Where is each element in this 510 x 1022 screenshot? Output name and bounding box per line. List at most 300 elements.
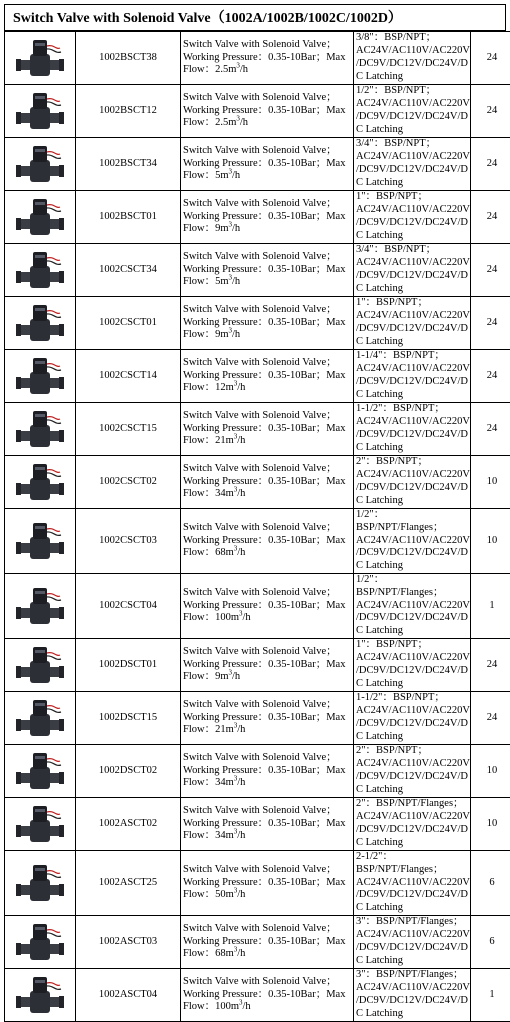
flow-line [183, 889, 353, 902]
spec-cell [354, 244, 471, 297]
spec-line: C Latching [356, 124, 470, 137]
spec-cell [354, 691, 471, 744]
description-cell [181, 850, 354, 915]
flow-unit: m [231, 1001, 239, 1012]
table-row [5, 297, 510, 350]
spec-line: 3/4"：BSP/NPT； [356, 244, 470, 257]
flow-line [183, 64, 353, 77]
spec-cell [354, 138, 471, 191]
spec-line: 3/8"：BSP/NPT； [356, 32, 470, 45]
solenoid-valve-icon [16, 861, 64, 905]
flow-prefix: Flow： [183, 777, 215, 788]
model-cell: 1002CSCT04 [76, 573, 181, 638]
flow-unit-post: /h [232, 170, 240, 181]
description-line1: Switch Valve with Solenoid Valve； [183, 522, 353, 535]
model-cell: 1002CSCT03 [76, 509, 181, 574]
description-cell [181, 638, 354, 691]
spec-line: 1/2"：BSP/NPT/Flanges； [356, 574, 470, 600]
flow-value: 9 [215, 223, 220, 234]
flow-unit-post: /h [243, 1001, 251, 1012]
description-line2: Working Pressure：0.35-10Bar；Max [183, 818, 353, 831]
flow-value: 34 [215, 777, 226, 788]
quantity-cell: 10 [471, 509, 510, 574]
product-image-cell [5, 797, 76, 850]
description-line2: Working Pressure：0.35-10Bar；Max [183, 535, 353, 548]
description-line1: Switch Valve with Solenoid Valve； [183, 92, 353, 105]
table-row [5, 968, 510, 1021]
description-line2: Working Pressure：0.35-10Bar；Max [183, 659, 353, 672]
spec-line: C Latching [356, 731, 470, 744]
spec-line: C Latching [356, 784, 470, 797]
solenoid-valve-icon [16, 195, 64, 239]
spec-line: AC24V/AC110V/AC220V [356, 929, 470, 942]
quantity-cell: 10 [471, 744, 510, 797]
solenoid-valve-icon [16, 142, 64, 186]
flow-line [183, 488, 353, 501]
spec-line: C Latching [356, 230, 470, 243]
quantity-cell: 6 [471, 915, 510, 968]
model-cell: 1002BSCT12 [76, 85, 181, 138]
spec-line: /DC9V/DC12V/DC24V/D [356, 889, 470, 902]
flow-prefix: Flow： [183, 488, 215, 499]
spec-line: /DC9V/DC12V/DC24V/D [356, 995, 470, 1008]
flow-prefix: Flow： [183, 435, 215, 446]
flow-line [183, 612, 353, 625]
flow-value: 2.5 [215, 117, 228, 128]
flow-line [183, 777, 353, 790]
flow-line [183, 276, 353, 289]
quantity-cell: 6 [471, 850, 510, 915]
flow-value: 21 [215, 724, 226, 735]
spec-line: 3"：BSP/NPT/Flanges； [356, 969, 470, 982]
model-cell: 1002DSCT01 [76, 638, 181, 691]
flow-unit-post: /h [237, 488, 245, 499]
description-line1: Switch Valve with Solenoid Valve； [183, 805, 353, 818]
product-image-cell [5, 456, 76, 509]
flow-unit: m [231, 612, 239, 623]
description-line2: Working Pressure：0.35-10Bar；Max [183, 370, 353, 383]
quantity-cell: 10 [471, 456, 510, 509]
spec-line: /DC9V/DC12V/DC24V/D [356, 718, 470, 731]
description-line2: Working Pressure：0.35-10Bar；Max [183, 211, 353, 224]
flow-unit: m [226, 777, 234, 788]
flow-unit-sup: 3 [234, 545, 238, 553]
product-image-cell [5, 915, 76, 968]
table-row [5, 191, 510, 244]
solenoid-valve-icon [16, 354, 64, 398]
spec-cell [354, 191, 471, 244]
spec-line: BSP/NPT/Flanges； [356, 864, 470, 877]
flow-unit-post: /h [237, 724, 245, 735]
model-cell: 1002ASCT25 [76, 850, 181, 915]
spec-line: AC24V/AC110V/AC220V [356, 811, 470, 824]
description-line1: Switch Valve with Solenoid Valve； [183, 251, 353, 264]
product-image-cell [5, 244, 76, 297]
description-line1: Switch Valve with Solenoid Valve； [183, 145, 353, 158]
spec-line: 1"：BSP/NPT； [356, 639, 470, 652]
flow-unit: m [226, 488, 234, 499]
description-line1: Switch Valve with Solenoid Valve； [183, 587, 353, 600]
table-row [5, 850, 510, 915]
flow-value: 34 [215, 488, 226, 499]
product-image-cell [5, 744, 76, 797]
spec-line: AC24V/AC110V/AC220V [356, 535, 470, 548]
page-title: Switch Valve with Solenoid Valve（1002A/1002B/1002C/1002D） [4, 4, 506, 31]
description-cell [181, 573, 354, 638]
flow-unit-post: /h [232, 671, 240, 682]
table-row [5, 403, 510, 456]
flow-prefix: Flow： [183, 170, 215, 181]
spec-line: /DC9V/DC12V/DC24V/D [356, 482, 470, 495]
spec-line: C Latching [356, 336, 470, 349]
product-image-cell [5, 968, 76, 1021]
description-line2: Working Pressure：0.35-10Bar；Max [183, 936, 353, 949]
description-cell [181, 509, 354, 574]
flow-line [183, 117, 353, 130]
description-line1: Switch Valve with Solenoid Valve； [183, 357, 353, 370]
product-image-cell [5, 32, 76, 85]
flow-unit-sup: 3 [234, 380, 238, 388]
flow-value: 50 [215, 889, 226, 900]
description-line1: Switch Valve with Solenoid Valve； [183, 699, 353, 712]
flow-prefix: Flow： [183, 117, 215, 128]
flow-value: 34 [215, 830, 226, 841]
flow-unit-post: /h [232, 223, 240, 234]
flow-unit-post: /h [243, 612, 251, 623]
spec-line: 1-1/2"：BSP/NPT； [356, 692, 470, 705]
spec-line: /DC9V/DC12V/DC24V/D [356, 429, 470, 442]
spec-line: AC24V/AC110V/AC220V [356, 45, 470, 58]
spec-line: C Latching [356, 1008, 470, 1021]
flow-unit-sup: 3 [229, 274, 233, 282]
spec-line: 1/2"：BSP/NPT/Flanges； [356, 509, 470, 535]
spec-line: /DC9V/DC12V/DC24V/D [356, 270, 470, 283]
flow-unit-post: /h [237, 382, 245, 393]
spec-cell [354, 915, 471, 968]
spec-cell [354, 573, 471, 638]
solenoid-valve-icon [16, 973, 64, 1017]
flow-unit-sup: 3 [234, 775, 238, 783]
solenoid-valve-icon [16, 407, 64, 451]
flow-value: 68 [215, 547, 226, 558]
flow-unit: m [226, 724, 234, 735]
spec-line: AC24V/AC110V/AC220V [356, 363, 470, 376]
model-cell: 1002DSCT02 [76, 744, 181, 797]
table-row [5, 509, 510, 574]
flow-unit: m [226, 889, 234, 900]
product-sheet [4, 4, 506, 1022]
spec-line: AC24V/AC110V/AC220V [356, 469, 470, 482]
flow-value: 68 [215, 948, 226, 959]
spec-line: 1/2"：BSP/NPT； [356, 85, 470, 98]
flow-prefix: Flow： [183, 64, 215, 75]
model-cell: 1002CSCT14 [76, 350, 181, 403]
table-row [5, 350, 510, 403]
model-cell: 1002CSCT02 [76, 456, 181, 509]
spec-line: /DC9V/DC12V/DC24V/D [356, 164, 470, 177]
solenoid-valve-icon [16, 643, 64, 687]
product-image-cell [5, 850, 76, 915]
description-cell [181, 297, 354, 350]
description-line1: Switch Valve with Solenoid Valve； [183, 463, 353, 476]
description-line1: Switch Valve with Solenoid Valve； [183, 976, 353, 989]
product-table [4, 31, 510, 1022]
flow-unit: m [220, 329, 228, 340]
description-line1: Switch Valve with Solenoid Valve； [183, 752, 353, 765]
spec-line: AC24V/AC110V/AC220V [356, 98, 470, 111]
flow-prefix: Flow： [183, 671, 215, 682]
flow-unit-sup: 3 [229, 221, 233, 229]
spec-line: C Latching [356, 71, 470, 84]
flow-unit: m [226, 435, 234, 446]
product-image-cell [5, 350, 76, 403]
table-row [5, 244, 510, 297]
spec-line: AC24V/AC110V/AC220V [356, 705, 470, 718]
description-line2: Working Pressure：0.35-10Bar；Max [183, 264, 353, 277]
model-cell: 1002CSCT15 [76, 403, 181, 456]
solenoid-valve-icon [16, 584, 64, 628]
description-cell [181, 350, 354, 403]
model-cell: 1002DSCT15 [76, 691, 181, 744]
model-cell: 1002BSCT01 [76, 191, 181, 244]
flow-value: 2.5 [215, 64, 228, 75]
spec-line: 3"：BSP/NPT/Flanges； [356, 916, 470, 929]
spec-line: 1-1/4"：BSP/NPT； [356, 350, 470, 363]
product-image-cell [5, 691, 76, 744]
flow-prefix: Flow： [183, 830, 215, 841]
flow-unit-sup: 3 [234, 722, 238, 730]
description-line1: Switch Valve with Solenoid Valve； [183, 304, 353, 317]
description-line1: Switch Valve with Solenoid Valve； [183, 39, 353, 52]
solenoid-valve-icon [16, 749, 64, 793]
solenoid-valve-icon [16, 802, 64, 846]
quantity-cell: 24 [471, 403, 510, 456]
spec-line: /DC9V/DC12V/DC24V/D [356, 612, 470, 625]
quantity-cell: 24 [471, 138, 510, 191]
description-line1: Switch Valve with Solenoid Valve； [183, 864, 353, 877]
spec-cell [354, 850, 471, 915]
spec-line: AC24V/AC110V/AC220V [356, 204, 470, 217]
flow-unit-post: /h [240, 117, 248, 128]
spec-line: AC24V/AC110V/AC220V [356, 600, 470, 613]
table-row [5, 32, 510, 85]
model-cell: 1002CSCT01 [76, 297, 181, 350]
description-line1: Switch Valve with Solenoid Valve； [183, 198, 353, 211]
description-line1: Switch Valve with Solenoid Valve； [183, 646, 353, 659]
table-row [5, 138, 510, 191]
flow-prefix: Flow： [183, 223, 215, 234]
description-line2: Working Pressure：0.35-10Bar；Max [183, 877, 353, 890]
product-image-cell [5, 509, 76, 574]
description-line2: Working Pressure：0.35-10Bar；Max [183, 423, 353, 436]
spec-line: C Latching [356, 955, 470, 968]
flow-unit-post: /h [237, 830, 245, 841]
flow-unit-sup: 3 [234, 433, 238, 441]
flow-line [183, 223, 353, 236]
flow-value: 100 [215, 1001, 231, 1012]
flow-value: 5 [215, 276, 220, 287]
description-cell [181, 138, 354, 191]
flow-prefix: Flow： [183, 276, 215, 287]
flow-prefix: Flow： [183, 612, 215, 623]
flow-prefix: Flow： [183, 724, 215, 735]
flow-unit: m [220, 170, 228, 181]
flow-line [183, 948, 353, 961]
product-image-cell [5, 191, 76, 244]
spec-line: C Latching [356, 283, 470, 296]
description-line1: Switch Valve with Solenoid Valve； [183, 410, 353, 423]
description-line1: Switch Valve with Solenoid Valve； [183, 923, 353, 936]
flow-prefix: Flow： [183, 547, 215, 558]
model-cell: 1002BSCT38 [76, 32, 181, 85]
flow-unit: m [228, 64, 236, 75]
flow-prefix: Flow： [183, 948, 215, 959]
model-cell: 1002ASCT03 [76, 915, 181, 968]
flow-unit-sup: 3 [234, 486, 238, 494]
flow-unit: m [226, 547, 234, 558]
flow-prefix: Flow： [183, 382, 215, 393]
solenoid-valve-icon [16, 920, 64, 964]
flow-unit-post: /h [240, 64, 248, 75]
flow-line [183, 170, 353, 183]
product-image-cell [5, 638, 76, 691]
flow-line [183, 1001, 353, 1014]
flow-prefix: Flow： [183, 329, 215, 340]
product-image-cell [5, 297, 76, 350]
flow-unit-sup: 3 [229, 327, 233, 335]
spec-line: /DC9V/DC12V/DC24V/D [356, 824, 470, 837]
table-row [5, 638, 510, 691]
solenoid-valve-icon [16, 460, 64, 504]
spec-cell [354, 456, 471, 509]
spec-line: C Latching [356, 837, 470, 850]
spec-line: AC24V/AC110V/AC220V [356, 877, 470, 890]
flow-unit: m [220, 671, 228, 682]
flow-unit-sup: 3 [236, 62, 240, 70]
table-row [5, 691, 510, 744]
flow-value: 21 [215, 435, 226, 446]
table-row [5, 573, 510, 638]
spec-line: C Latching [356, 389, 470, 402]
spec-cell [354, 797, 471, 850]
description-cell [181, 191, 354, 244]
spec-line: AC24V/AC110V/AC220V [356, 310, 470, 323]
solenoid-valve-icon [16, 301, 64, 345]
spec-line: C Latching [356, 442, 470, 455]
spec-line: /DC9V/DC12V/DC24V/D [356, 665, 470, 678]
spec-line: C Latching [356, 177, 470, 190]
spec-line: 1"：BSP/NPT； [356, 297, 470, 310]
spec-line: 1"：BSP/NPT； [356, 191, 470, 204]
spec-line: C Latching [356, 678, 470, 691]
solenoid-valve-icon [16, 89, 64, 133]
spec-line: C Latching [356, 625, 470, 638]
quantity-cell: 24 [471, 638, 510, 691]
spec-line: C Latching [356, 560, 470, 573]
spec-line: /DC9V/DC12V/DC24V/D [356, 376, 470, 389]
table-row [5, 915, 510, 968]
flow-value: 9 [215, 329, 220, 340]
spec-cell [354, 509, 471, 574]
spec-line: C Latching [356, 495, 470, 508]
quantity-cell: 1 [471, 968, 510, 1021]
description-line2: Working Pressure：0.35-10Bar；Max [183, 989, 353, 1002]
flow-unit: m [226, 830, 234, 841]
quantity-cell: 24 [471, 691, 510, 744]
description-cell [181, 85, 354, 138]
flow-unit-sup: 3 [236, 115, 240, 123]
flow-unit-sup: 3 [239, 610, 243, 618]
solenoid-valve-icon [16, 696, 64, 740]
description-line2: Working Pressure：0.35-10Bar；Max [183, 712, 353, 725]
spec-cell [354, 32, 471, 85]
spec-cell [354, 297, 471, 350]
flow-unit-post: /h [237, 948, 245, 959]
description-cell [181, 244, 354, 297]
description-cell [181, 968, 354, 1021]
spec-line: /DC9V/DC12V/DC24V/D [356, 771, 470, 784]
flow-value: 12 [215, 382, 226, 393]
description-cell [181, 915, 354, 968]
flow-line [183, 547, 353, 560]
spec-line: 2-1/2"： [356, 851, 470, 864]
description-line2: Working Pressure：0.35-10Bar；Max [183, 600, 353, 613]
description-cell [181, 797, 354, 850]
flow-unit-sup: 3 [234, 887, 238, 895]
flow-prefix: Flow： [183, 1001, 215, 1012]
quantity-cell: 24 [471, 297, 510, 350]
table-row [5, 744, 510, 797]
flow-unit-sup: 3 [239, 999, 243, 1007]
product-image-cell [5, 403, 76, 456]
flow-unit-post: /h [237, 435, 245, 446]
flow-prefix: Flow： [183, 889, 215, 900]
description-line2: Working Pressure：0.35-10Bar；Max [183, 765, 353, 778]
flow-line [183, 724, 353, 737]
spec-line: /DC9V/DC12V/DC24V/D [356, 217, 470, 230]
quantity-cell: 24 [471, 350, 510, 403]
flow-unit-post: /h [237, 547, 245, 558]
description-line2: Working Pressure：0.35-10Bar；Max [183, 476, 353, 489]
flow-value: 100 [215, 612, 231, 623]
spec-line: /DC9V/DC12V/DC24V/D [356, 547, 470, 560]
spec-cell [354, 744, 471, 797]
model-cell: 1002ASCT04 [76, 968, 181, 1021]
description-cell [181, 403, 354, 456]
flow-unit-post: /h [237, 889, 245, 900]
spec-cell [354, 403, 471, 456]
solenoid-valve-icon [16, 519, 64, 563]
spec-line: AC24V/AC110V/AC220V [356, 257, 470, 270]
quantity-cell: 24 [471, 244, 510, 297]
description-line2: Working Pressure：0.35-10Bar；Max [183, 317, 353, 330]
flow-line [183, 329, 353, 342]
description-cell [181, 456, 354, 509]
description-cell [181, 744, 354, 797]
model-cell: 1002ASCT02 [76, 797, 181, 850]
spec-cell [354, 968, 471, 1021]
flow-unit-sup: 3 [229, 669, 233, 677]
quantity-cell: 24 [471, 191, 510, 244]
spec-line: AC24V/AC110V/AC220V [356, 652, 470, 665]
spec-line: /DC9V/DC12V/DC24V/D [356, 323, 470, 336]
spec-line: AC24V/AC110V/AC220V [356, 151, 470, 164]
flow-line [183, 435, 353, 448]
description-line2: Working Pressure：0.35-10Bar；Max [183, 52, 353, 65]
product-image-cell [5, 138, 76, 191]
flow-unit-post: /h [232, 276, 240, 287]
quantity-cell: 24 [471, 85, 510, 138]
